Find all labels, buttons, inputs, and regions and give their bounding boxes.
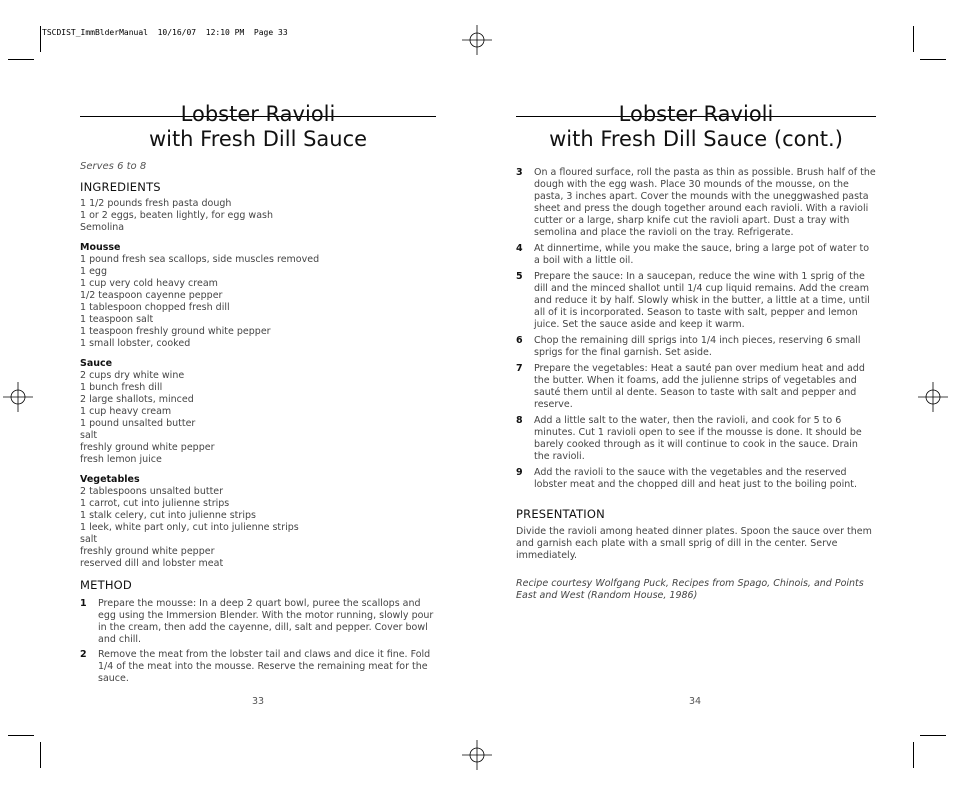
step-text: At dinnertime, while you make the sauce, bring a large pot of water to a boil with a little oil. (534, 243, 870, 266)
sauce-list (80, 370, 440, 466)
method-step (516, 467, 876, 491)
ingredient-line: 1 bunch fresh dill (80, 382, 163, 393)
ingredient-line: reserved dill and lobster meat (80, 558, 224, 569)
ingredient-line: 1 stalk celery, cut into julienne strips (80, 510, 256, 521)
ingredient-line: 1 egg (80, 266, 107, 277)
method-heading: METHOD (80, 578, 132, 592)
page-number: 33 (252, 696, 265, 707)
recipe-credit: Recipe courtesy Wolfgang Puck, Recipes from Spago, Chinois, and Points East and West (Random House, 1986) (516, 578, 864, 601)
registration-mark-icon (462, 25, 492, 55)
ingredient-line: freshly ground white pepper (80, 442, 215, 453)
print-slug: TSCDIST_ImmBlderManual 10/16/07 12:10 PM Page 33 (42, 28, 288, 37)
presentation-text: Divide the ravioli among heated dinner plates. Spoon the sauce over them and garnish each plate with a small sprig of dill in the center. Serve immediately. (516, 526, 872, 561)
step-number: 8 (516, 415, 523, 426)
step-number: 6 (516, 335, 523, 346)
ingredient-line: fresh lemon juice (80, 454, 162, 465)
step-text: Chop the remaining dill sprigs into 1/4 inch pieces, reserving 6 small sprigs for the final garnish. Set aside. (534, 335, 861, 358)
step-text: Prepare the vegetables: Heat a sauté pan over medium heat and add the butter. When it foams, add the julienne strips of vegetables and sauté them until al dente. Season to taste with salt and pepper and reserve. (534, 363, 865, 410)
mousse-list (80, 254, 440, 350)
vegetables-heading: Vegetables (80, 474, 140, 485)
step-text: Remove the meat from the lobster tail and claws and dice it fine. Fold 1/4 of the meat into the mousse. Reserve the remaining meat for the sauce. (98, 649, 431, 684)
step-number: 5 (516, 271, 523, 282)
ingredient-line: 1/2 teaspoon cayenne pepper (80, 290, 223, 301)
step-text: On a floured surface, roll the pasta as thin as possible. Brush half of the dough with the egg wash. Place 30 mounds of the mousse, on the pasta, 3 inches apart. Cover the mounds with the uneggwashed pasta sheet and press the dough together around each ravioli. With a ravioli cutter or a large, sharp knife cut the ravioli apart. Dust a tray with semolina and place the ravioli on the tray. Refrigerate. (534, 167, 876, 238)
ingredient-line: 1 pound unsalted butter (80, 418, 196, 429)
registration-mark-icon (3, 382, 33, 412)
step-number: 3 (516, 167, 523, 178)
ingredient-line: 1 1/2 pounds fresh pasta dough (80, 198, 232, 209)
title-line: Lobster Ravioli (618, 102, 774, 126)
method-steps (80, 598, 440, 685)
title-line: Lobster Ravioli (180, 102, 336, 126)
step-number: 9 (516, 467, 523, 478)
ingredients-heading: INGREDIENTS (80, 180, 161, 194)
sauce-heading: Sauce (80, 358, 113, 369)
ingredient-line: Semolina (80, 222, 125, 233)
method-step (80, 649, 440, 685)
method-step (516, 167, 876, 239)
crop-mark (40, 26, 41, 52)
step-text: Prepare the sauce: In a saucepan, reduce the wine with 1 sprig of the dill and the minced shallot until 1/4 cup liquid remains. Add the cream and reduce it by half. Slowly whisk in the butter, a little at a time, until all of it is incorporated. Season to taste with salt, pepper and lemon juice. Set the sauce aside and keep it warm. (534, 271, 870, 330)
ingredients-list (80, 198, 440, 234)
crop-mark (920, 59, 946, 60)
method-step (516, 415, 876, 463)
step-text: Prepare the mousse: In a deep 2 quart bowl, puree the scallops and egg using the Immersion Blender. With the motor running, slowly pour in the cream, then add the cayenne, dill, salt and pepper. Cover bowl and chill. (98, 598, 434, 645)
title-line: with Fresh Dill Sauce (cont.) (549, 127, 843, 151)
crop-mark (920, 735, 946, 736)
crop-mark (913, 742, 914, 768)
method-step (516, 271, 876, 331)
presentation-heading: PRESENTATION (516, 507, 605, 521)
step-number: 1 (80, 598, 87, 609)
page-title (516, 102, 876, 152)
method-step (80, 598, 440, 646)
right-page (516, 96, 876, 602)
ingredient-line: 1 or 2 eggs, beaten lightly, for egg wash (80, 210, 273, 221)
ingredient-line: 2 tablespoons unsalted butter (80, 486, 224, 497)
ingredient-line: 2 cups dry white wine (80, 370, 185, 381)
serves-note: Serves 6 to 8 (80, 161, 147, 172)
method-step (516, 363, 876, 411)
crop-mark (8, 735, 34, 736)
ingredient-line: salt (80, 534, 98, 545)
step-text: Add a little salt to the water, then the ravioli, and cook for 5 to 6 minutes. Cut 1 ravioli open to see if the mousse is done. It should be barely cooked through as it will continue to cook in the sauce. Drain the ravioli. (534, 415, 862, 462)
ingredient-line: 1 carrot, cut into julienne strips (80, 498, 230, 509)
crop-mark (40, 742, 41, 768)
ingredient-line: 1 tablespoon chopped fresh dill (80, 302, 230, 313)
left-page (80, 96, 440, 685)
method-steps (516, 167, 876, 491)
mousse-heading: Mousse (80, 242, 121, 253)
ingredient-line: 1 pound fresh sea scallops, side muscles removed (80, 254, 320, 265)
page-title (80, 102, 436, 152)
ingredient-line: 1 teaspoon freshly ground white pepper (80, 326, 271, 337)
title-line: with Fresh Dill Sauce (148, 127, 368, 151)
crop-mark (913, 26, 914, 52)
step-number: 4 (516, 243, 523, 254)
crop-mark (8, 59, 34, 60)
registration-mark-icon (462, 740, 492, 770)
ingredient-line: 1 cup very cold heavy cream (80, 278, 218, 289)
ingredient-line: 1 leek, white part only, cut into julienne strips (80, 522, 299, 533)
ingredient-line: freshly ground white pepper (80, 546, 215, 557)
method-step (516, 335, 876, 359)
step-number: 7 (516, 363, 523, 374)
ingredient-line: 2 large shallots, minced (80, 394, 194, 405)
ingredient-line: 1 cup heavy cream (80, 406, 172, 417)
step-text: Add the ravioli to the sauce with the vegetables and the reserved lobster meat and the chopped dill and heat just to the boiling point. (534, 467, 857, 490)
ingredient-line: 1 teaspoon salt (80, 314, 154, 325)
ingredient-line: 1 small lobster, cooked (80, 338, 191, 349)
vegetables-list (80, 486, 440, 570)
registration-mark-icon (918, 382, 948, 412)
page-number: 34 (689, 696, 702, 707)
method-step (516, 243, 876, 267)
ingredient-line: salt (80, 430, 98, 441)
step-number: 2 (80, 649, 87, 660)
